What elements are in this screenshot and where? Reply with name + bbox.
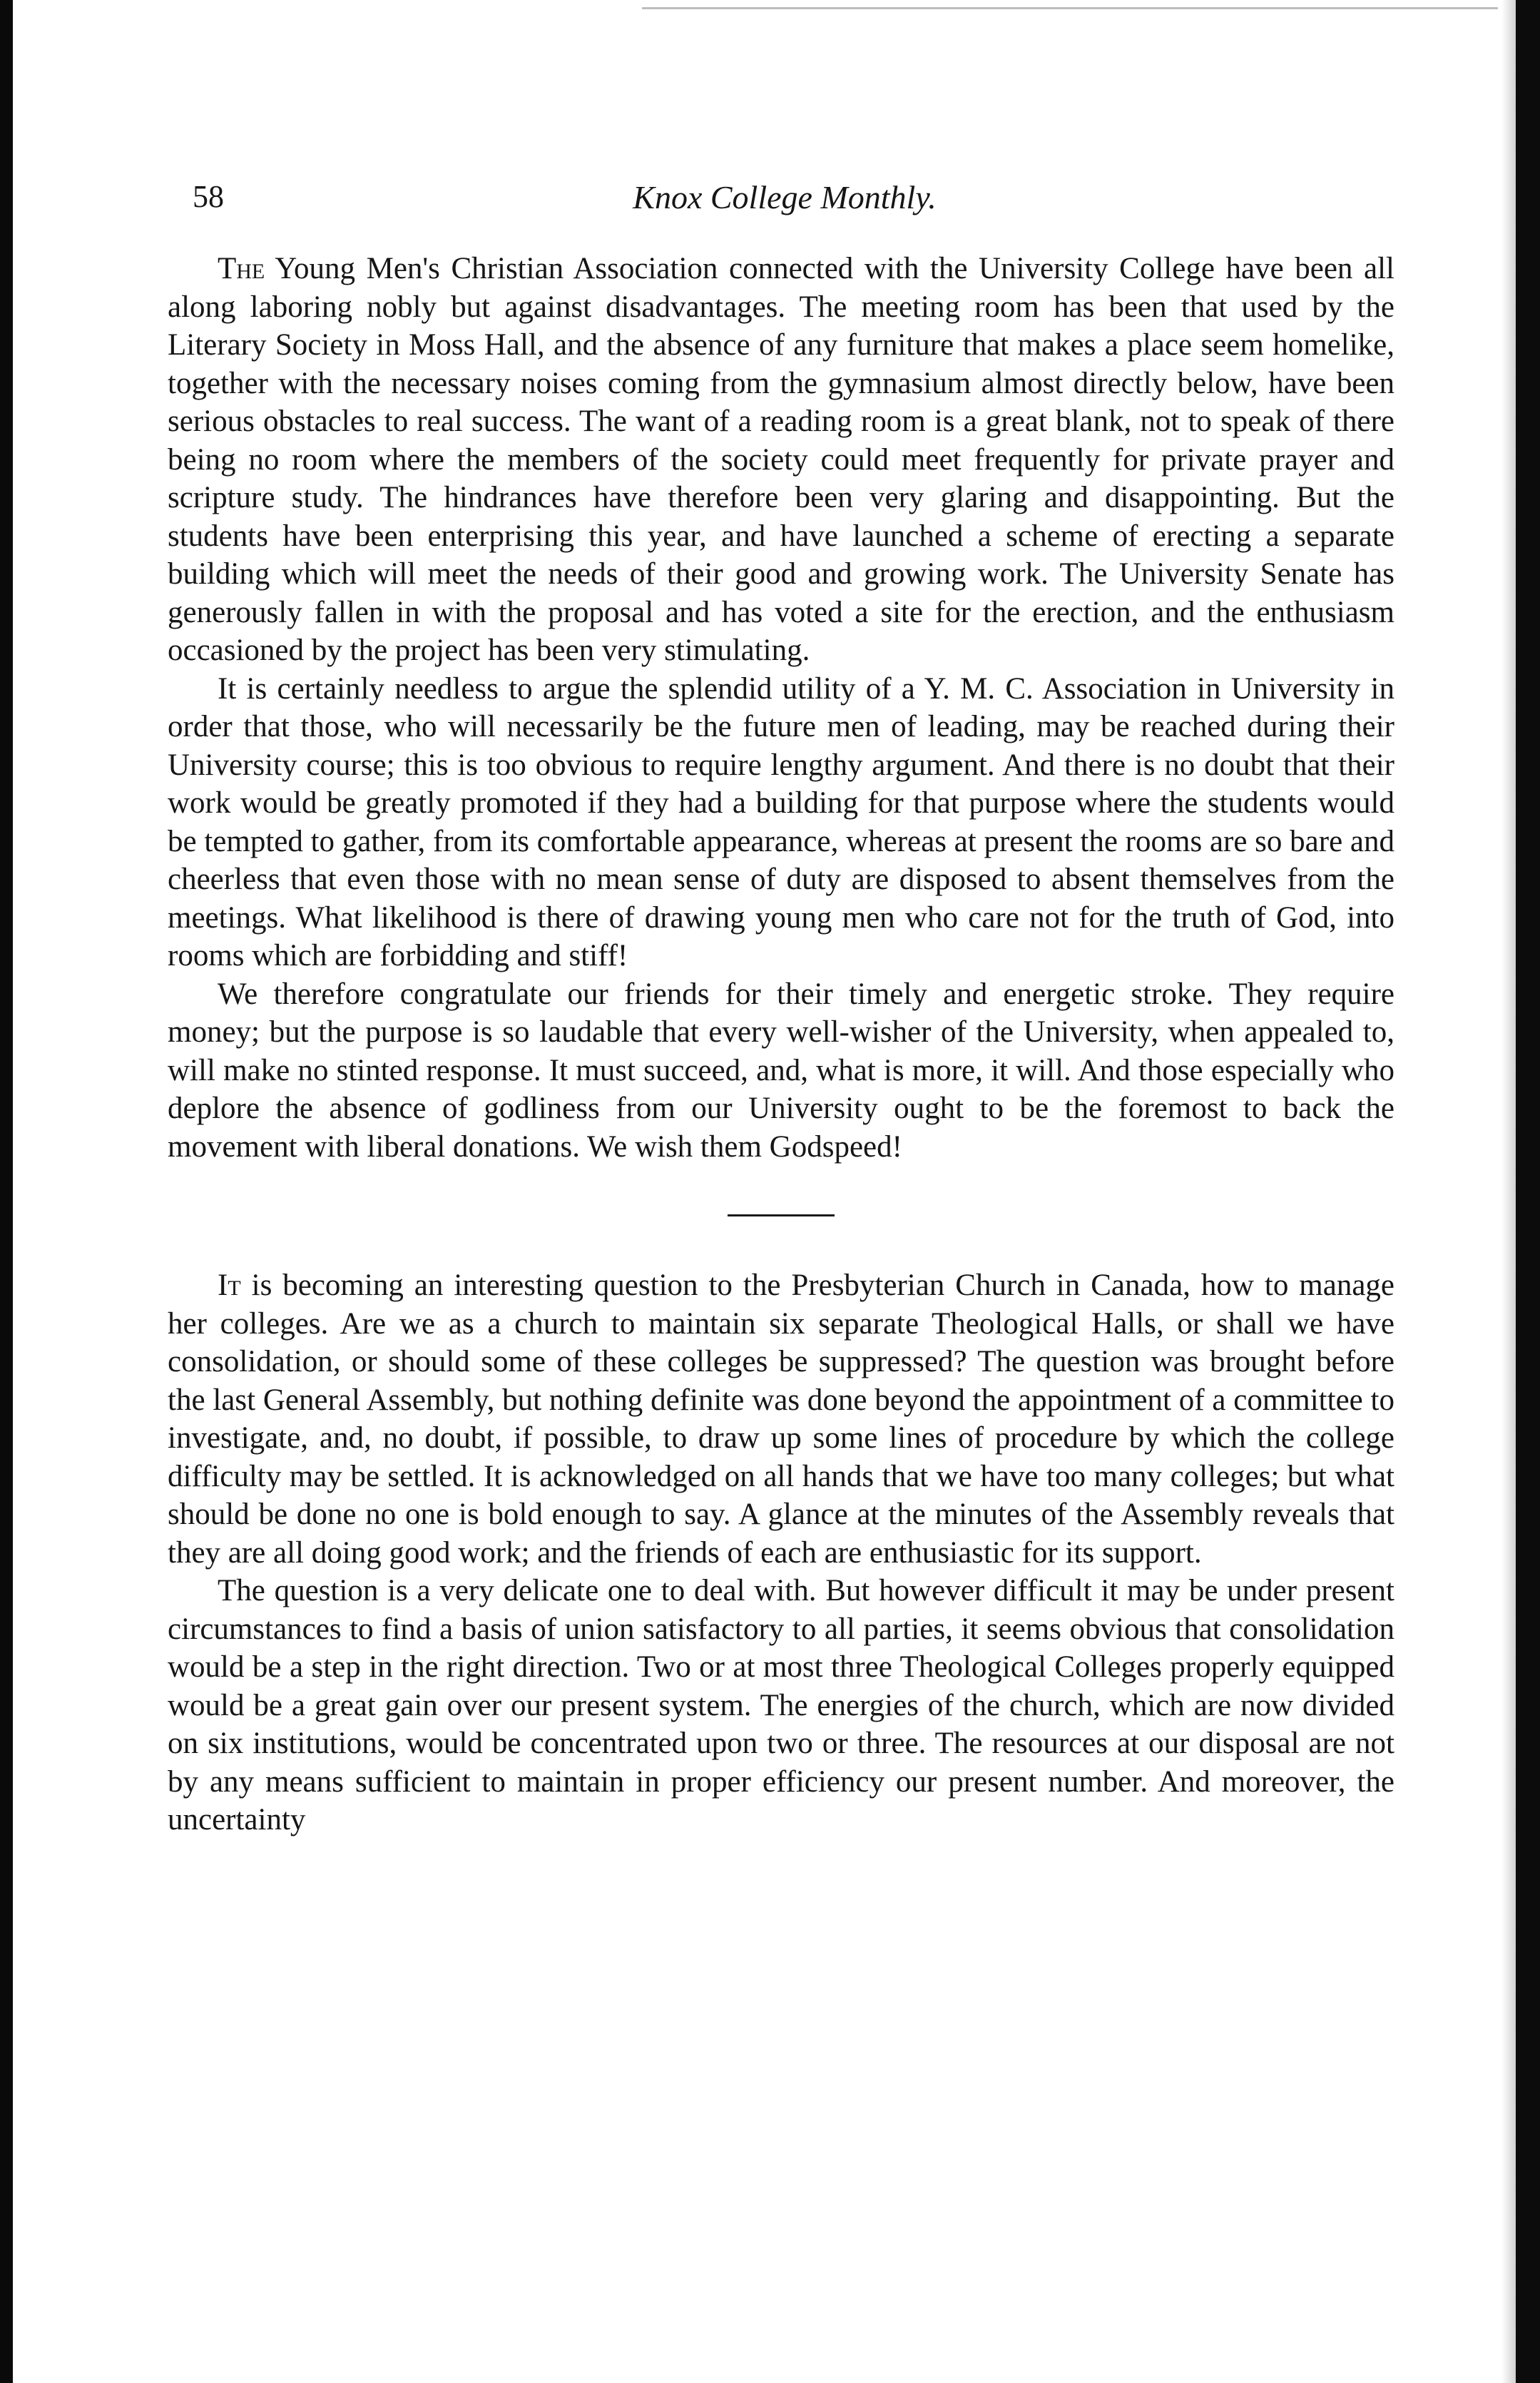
paragraph-colleges-question [168, 1266, 1394, 1572]
paragraph-ymca-intro [168, 250, 1394, 670]
section-divider [728, 1214, 835, 1216]
paragraph-text: Young Men's Christian Association connected with the University College have been all along laboring nobly but against disadvantages. The meeting room has been that used by the Literary Society in Moss Hall, and the absence of any furniture that makes a place seem homelike, together with the necessary noises coming from the gymnasium almost directly below, have been serious obstacles to real success. The want of a reading room is a great blank, not to speak of there being no room where the members of the society could meet frequently for private prayer and scripture study. The hindrances have therefore been very glaring and disappointing. But the students have been enterprising this year, and have launched a scheme of erecting a separate building which will meet the needs of their good and growing work. The University Senate has generously fallen in with the proposal and has voted a site for the erection, and the enthusiasm occasioned by the project has been very stimulating. [168, 252, 1394, 667]
paragraph-ymca-utility [168, 670, 1394, 975]
scan-left-edge [0, 0, 13, 2383]
paragraph-lead-in: It [218, 1269, 241, 1302]
paragraph-text: We therefore congratulate our friends for their timely and energetic stroke. They require money; but the purpose is so laudable that every well-wisher of the University, when appealed to, will make no stinted response. It must succeed, and, what is more, it will. And those especially who deplore the absence of godliness from our University ought to be the foremost to back the movement with liberal donations. We wish them Godspeed! [168, 977, 1394, 1164]
paragraph-colleges-consolidation [168, 1572, 1394, 1839]
paragraph-lead-in: The [218, 252, 265, 285]
paragraph-text: It is certainly needless to argue the splendid utility of a Y. M. C. Association in University in order that those, who will necessarily be the future men of leading, may be reached during their University course; this is too obvious to require lengthy argument. And there is no doubt that their work would be greatly promoted if they had a building for that purpose where the students would be tempted to gather, from its comfortable appearance, whereas at present the rooms are so bare and cheerless that even those with no mean sense of duty are disposed to absent themselves from the meetings. What likelihood is there of drawing young men who care not for the truth of God, into rooms which are forbidding and stiff! [168, 671, 1394, 972]
scan-top-line [642, 7, 1498, 9]
running-head [193, 178, 1377, 221]
article-body [168, 250, 1394, 1839]
paragraph-text: is becoming an interesting question to the Presbyterian Church in Canada, how to manage her colleges. Are we as a church to maintain six separate Theological Halls, or shall we have consolidation, or should some of these colleges be suppressed? The question was brought before the last General Assembly, but nothing definite was done beyond the appointment of a committee to investigate, and, no doubt, if possible, to draw up some lines of procedure by which the college difficulty may be settled. It is acknowledged on all hands that we have too many colleges; but what should be done no one is bold enough to say. A glance at the minutes of the Assembly reveals that they are all doing good work; and the friends of each are enthusiastic for its support. [168, 1269, 1394, 1570]
paragraph-ymca-congratulate [168, 975, 1394, 1167]
page-number: 58 [193, 179, 224, 214]
scan-right-shadow [1501, 0, 1516, 2383]
scan-right-edge [1516, 0, 1540, 2383]
journal-title: Knox College Monthly. [633, 179, 937, 215]
paragraph-text: The question is a very delicate one to deal with. But however difficult it may be under present circumstances to find a basis of union satisfactory to all parties, it seems obvious that consolidation would be a step in the right direction. Two or at most three Theological Colleges properly equipped would be a great gain over our present system. The energies of the church, which are now divided on six institutions, would be concentrated upon two or three. The resources at our disposal are not by any means sufficient to maintain in proper efficiency our present number. And moreover, the uncertainty [168, 1574, 1394, 1836]
